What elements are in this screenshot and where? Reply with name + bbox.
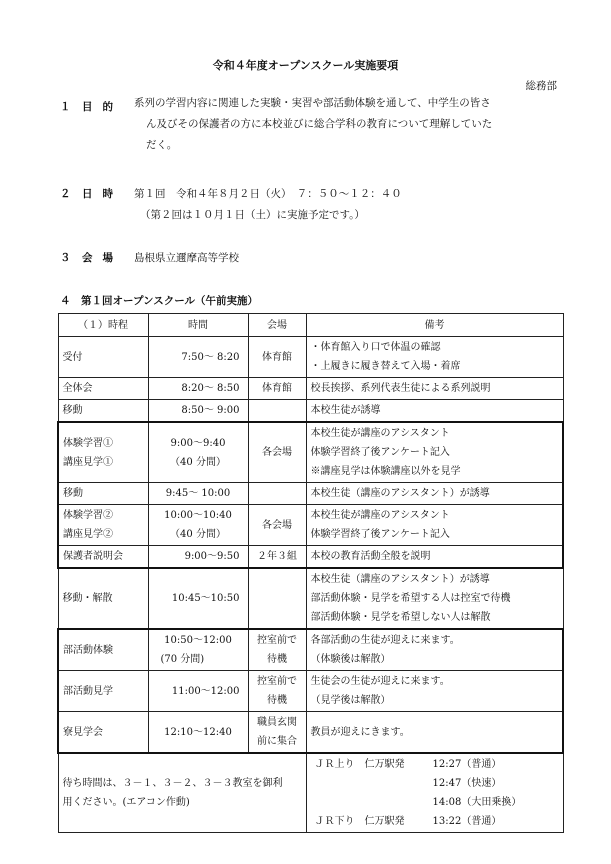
section-2-label: 日時: [82, 188, 123, 200]
header-time: 時間: [148, 314, 248, 337]
section-3-label: 会場: [82, 252, 123, 264]
schedule-table: [57, 313, 564, 833]
purpose-line-3: だく。: [146, 139, 178, 151]
train-schedule: [306, 753, 563, 833]
train-line: ＪＲ下り 仁万駅発: [314, 816, 405, 827]
section-3-number: ３: [60, 252, 71, 264]
table-row: [58, 568, 563, 629]
row-notes: 本校生徒（講座のアシスタント）が誘導: [306, 483, 563, 505]
note-line: 各部活動の生徒が迎えに来ます。: [310, 635, 460, 646]
note-line: 体験学習終了後アンケート記入: [310, 447, 450, 458]
row-place: [248, 671, 306, 712]
place-line: 待機: [267, 695, 287, 706]
place-line: 待機: [267, 654, 287, 665]
section-1-label: 目的: [82, 101, 123, 113]
note-line: 部活動体験・見学を希望しない人は解散: [310, 612, 491, 623]
row-place: 各会場: [248, 422, 306, 483]
date-line-1: 第１回 令和４年８月２日（火） ７：５０～１２：４０: [134, 188, 402, 200]
train-time: 13:22（普通）: [432, 816, 502, 827]
row-notes: [306, 629, 563, 671]
item-line: 体験学習②: [63, 510, 113, 521]
item-line: 講座見学①: [63, 456, 113, 468]
table-row: [58, 629, 563, 671]
train-time: 12:47（快速）: [432, 778, 502, 789]
purpose-text: [134, 93, 492, 156]
place-line: 控室前で: [257, 635, 297, 646]
row-notes: [306, 568, 563, 629]
row-item: 移動: [58, 400, 148, 423]
row-item: 部活動体験: [58, 629, 148, 671]
header-schedule: （１）時程: [58, 314, 148, 337]
header-place: 会場: [248, 314, 306, 337]
row-place: [248, 568, 306, 629]
row-place: [248, 629, 306, 671]
row-notes: 教員が迎えにきます。: [306, 712, 563, 754]
table-row: [58, 712, 563, 754]
table-row: [58, 505, 563, 546]
row-item: 移動・解散: [58, 568, 148, 629]
table-footer-row: [58, 753, 563, 833]
row-item: 部活動見学: [58, 671, 148, 712]
note-line: 生徒会の生徒が迎えに来ます。: [310, 676, 450, 687]
train-entry: [315, 812, 559, 831]
item-line: 体験学習①: [63, 437, 113, 449]
row-time: 7:50～ 8:20: [148, 337, 248, 378]
section-1-number: １: [60, 101, 71, 113]
row-place: [248, 483, 306, 505]
row-notes: 本校生徒が誘導: [306, 400, 563, 423]
train-time: 14:08（大田乗換）: [432, 797, 522, 808]
row-item: 全体会: [58, 378, 148, 400]
time-line: （40 分間）: [170, 529, 226, 540]
note-line: 待ち時間は、３－１、３－２、３－３教室を御利: [62, 778, 283, 789]
time-line: （40 分間）: [170, 456, 226, 468]
note-line: 体験学習終了後アンケート記入: [310, 529, 450, 540]
note-line: 本校生徒が講座のアシスタント: [310, 510, 450, 521]
place-line: 前に集合: [257, 736, 297, 747]
row-time: [148, 505, 248, 546]
row-notes: [306, 505, 563, 546]
section-4-heading: ４ 第１回オープンスクール（午前実施）: [60, 295, 259, 307]
note-line: ・上履きに履き替えて入場・着席: [310, 361, 461, 372]
row-time: 10:45～10:50: [148, 568, 248, 629]
row-time: 9:00～9:50: [148, 546, 248, 569]
row-time: 8:20～ 8:50: [148, 378, 248, 400]
row-place: 体育館: [248, 378, 306, 400]
table-row: [58, 337, 563, 378]
row-place: [248, 712, 306, 754]
section-2-number: ２: [60, 188, 71, 200]
row-item: 保護者説明会: [58, 546, 148, 569]
train-entry: [315, 793, 559, 812]
note-line: 本校生徒（講座のアシスタント）が誘導: [310, 574, 490, 585]
row-item: 移動: [58, 483, 148, 505]
time-line: 9:00～9:40: [170, 437, 226, 449]
purpose-line-1: 系列の学習内容に関連した実験・実習や部活動体験を通して、中学生の皆さ: [134, 97, 491, 109]
row-time: [148, 629, 248, 671]
row-notes: [306, 337, 563, 378]
train-entry: [315, 755, 559, 774]
row-item: 受付: [58, 337, 148, 378]
note-line: （体験後は解散）: [310, 654, 391, 665]
date-line-2: （第２回は１０月１日（土）に実施予定です。）: [140, 209, 365, 221]
waiting-room-note: [58, 753, 306, 833]
item-line: 講座見学②: [63, 529, 113, 540]
train-time: 12:27（普通）: [432, 759, 502, 770]
row-place: 体育館: [248, 337, 306, 378]
place-line: 控室前で: [257, 676, 297, 687]
department-label: 総務部: [525, 80, 557, 92]
row-time: 9:45～ 10:00: [148, 483, 248, 505]
note-line: ・体育館入り口で体温の確認: [310, 342, 441, 353]
row-time: 11:00～12:00: [148, 671, 248, 712]
table-header-row: [58, 314, 563, 337]
document-title: 令和４年度オープンスクール実施要項: [212, 59, 399, 72]
row-notes: [306, 422, 563, 483]
row-item: [58, 505, 148, 546]
venue-text: 島根県立邇摩高等学校: [134, 252, 239, 264]
row-place: [248, 400, 306, 423]
row-item: [58, 422, 148, 483]
note-line: ※講座見学は体験講座以外を見学: [310, 466, 461, 477]
time-line: 10:00～10:40: [164, 510, 232, 521]
row-place: ２年３組: [248, 546, 306, 569]
note-line: 本校生徒が講座のアシスタント: [310, 428, 450, 439]
time-line: 10:50～12:00: [164, 635, 232, 646]
row-place: 各会場: [248, 505, 306, 546]
time-line: (70 分間): [160, 654, 205, 665]
train-entry: [315, 774, 559, 793]
row-notes: 本校の教育活動全般を説明: [306, 546, 563, 569]
table-row: [58, 400, 563, 423]
table-row: [58, 378, 563, 400]
row-notes: [306, 671, 563, 712]
note-line: 用ください。(エアコン作動): [62, 797, 190, 808]
table-row: [58, 422, 563, 483]
row-notes: 校長挨拶、系列代表生徒による系列説明: [306, 378, 563, 400]
note-line: 部活動体験・見学を希望する人は控室で待機: [310, 593, 511, 604]
header-notes: 備考: [306, 314, 563, 337]
row-time: 12:10～12:40: [148, 712, 248, 754]
table-row: [58, 483, 563, 505]
purpose-line-2: ん及びその保護者の方に本校並びに総合学科の教育について理解していた: [146, 118, 493, 130]
table-row: [58, 671, 563, 712]
row-time: [148, 422, 248, 483]
place-line: 職員玄関: [257, 717, 297, 728]
row-time: 8:50～ 9:00: [148, 400, 248, 423]
note-line: （見学後は解散）: [310, 695, 391, 706]
table-row: [58, 546, 563, 569]
train-line: ＪＲ上り 仁万駅発: [314, 759, 405, 770]
row-item: 寮見学会: [58, 712, 148, 754]
